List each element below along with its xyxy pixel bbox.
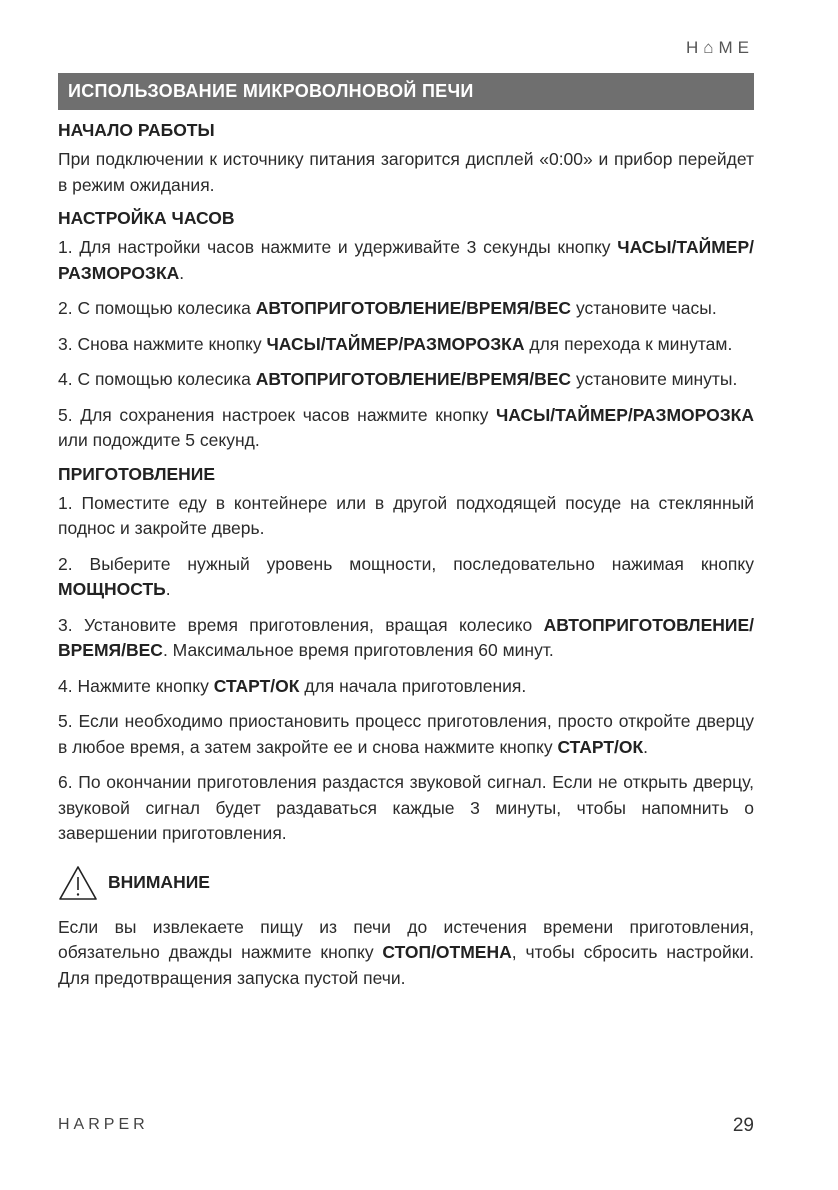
paragraph	[58, 674, 754, 700]
text-run: 3. Установите время приготовления, вращая колесико	[58, 614, 544, 635]
manual-page	[58, 0, 754, 1190]
button-name: ЧАСЫ/ТАЙМЕР/РАЗМОРОЗКА	[58, 237, 754, 283]
paragraph	[58, 296, 754, 322]
text-run: Если вы извлекаете пищу из печи до истечения времени приготовления, обязательно дважды нажмите кнопку	[58, 916, 754, 962]
text-run: 4. Нажмите кнопку	[58, 675, 214, 696]
text-run: или подождите 5 секунд.	[58, 430, 260, 450]
home-logo: H⌂ME	[685, 38, 754, 57]
text-run: 5. Для сохранения настроек часов нажмите кнопку	[58, 404, 497, 425]
button-name: СТОП/ОТМЕНА	[382, 942, 512, 962]
text-run: 1. Для настройки часов нажмите и удерживайте 3 секунды кнопку	[58, 237, 618, 257]
text-run: .	[179, 262, 185, 283]
text-run: , чтобы сбросить настройки. Для предотвращения запуска пустой печи.	[58, 942, 755, 988]
paragraph	[58, 332, 754, 358]
warning-header	[58, 865, 754, 901]
button-name: ЧАСЫ/ТАЙМЕР/РАЗМОРОЗКА	[266, 333, 525, 354]
text-run: установите часы.	[571, 298, 717, 318]
paragraph	[58, 552, 754, 603]
harper-logo: HARPER	[58, 1116, 149, 1133]
section-heading: НАСТРОЙКА ЧАСОВ	[58, 208, 235, 228]
text-run: .	[165, 579, 171, 599]
paragraph	[58, 491, 754, 542]
section-banner: ИСПОЛЬЗОВАНИЕ МИКРОВОЛНОВОЙ ПЕЧИ	[58, 73, 754, 110]
paragraph	[58, 147, 754, 198]
text-run: 6. По окончании приготовления раздастся звуковой сигнал. Если не открыть дверцу, звуковой сигнал будет раздаваться каждые 3 минуты, чтобы напомнить о завершении приготовления.	[58, 772, 754, 843]
paragraph	[58, 770, 754, 847]
text-run: для перехода к минутам.	[524, 333, 733, 354]
section-heading: ПРИГОТОВЛЕНИЕ	[58, 463, 216, 484]
text-run: 1. Поместите еду в контейнере или в другой подходящей посуде на стеклянный поднос и закройте дверь.	[58, 492, 754, 538]
text-run: 2. Выберите нужный уровень мощности, последовательно нажимая кнопку	[58, 553, 754, 574]
paragraph	[58, 709, 754, 760]
button-name: АВТОПРИГОТОВЛЕНИЕ/ВРЕМЯ/ВЕС	[58, 614, 754, 660]
page-number: 29	[732, 1115, 754, 1136]
warning-title: ВНИМАНИЕ	[108, 872, 210, 892]
text-run: 5. Если необходимо приостановить процесс приготовления, просто откройте дверцу в любое время, а затем закройте ее и снова нажмите кнопку	[58, 711, 754, 757]
section-heading: НАЧАЛО РАБОТЫ	[58, 120, 215, 140]
paragraph	[58, 403, 754, 454]
button-name: ЧАСЫ/ТАЙМЕР/РАЗМОРОЗКА	[496, 404, 754, 425]
button-name: АВТОПРИГОТОВЛЕНИЕ/ВРЕМЯ/ВЕС	[255, 298, 572, 318]
paragraph	[58, 367, 754, 393]
button-name: АВТОПРИГОТОВЛЕНИЕ/ВРЕМЯ/ВЕС	[255, 369, 572, 389]
text-run: 2. С помощью колесика	[58, 298, 256, 318]
text-run: 4. С помощью колесика	[58, 369, 256, 389]
warning-text	[58, 915, 754, 992]
button-name: СТАРТ/ОК	[213, 675, 300, 696]
paragraph	[58, 235, 754, 286]
warning-triangle-icon	[58, 865, 98, 901]
paragraph	[58, 613, 754, 664]
text-run: .	[643, 736, 649, 757]
text-run: 3. Снова нажмите кнопку	[58, 333, 267, 354]
text-run: установите минуты.	[571, 369, 738, 389]
button-name: СТАРТ/ОК	[557, 736, 644, 757]
button-name: МОЩНОСТЬ	[58, 579, 166, 599]
content	[58, 120, 754, 1001]
text-run: При подключении к источнику питания загорится дисплей «0:00» и прибор перейдет в режим ожидания.	[58, 149, 754, 195]
text-run: . Максимальное время приготовления 60 минут.	[162, 640, 554, 660]
text-run: для начала приготовления.	[299, 675, 527, 696]
